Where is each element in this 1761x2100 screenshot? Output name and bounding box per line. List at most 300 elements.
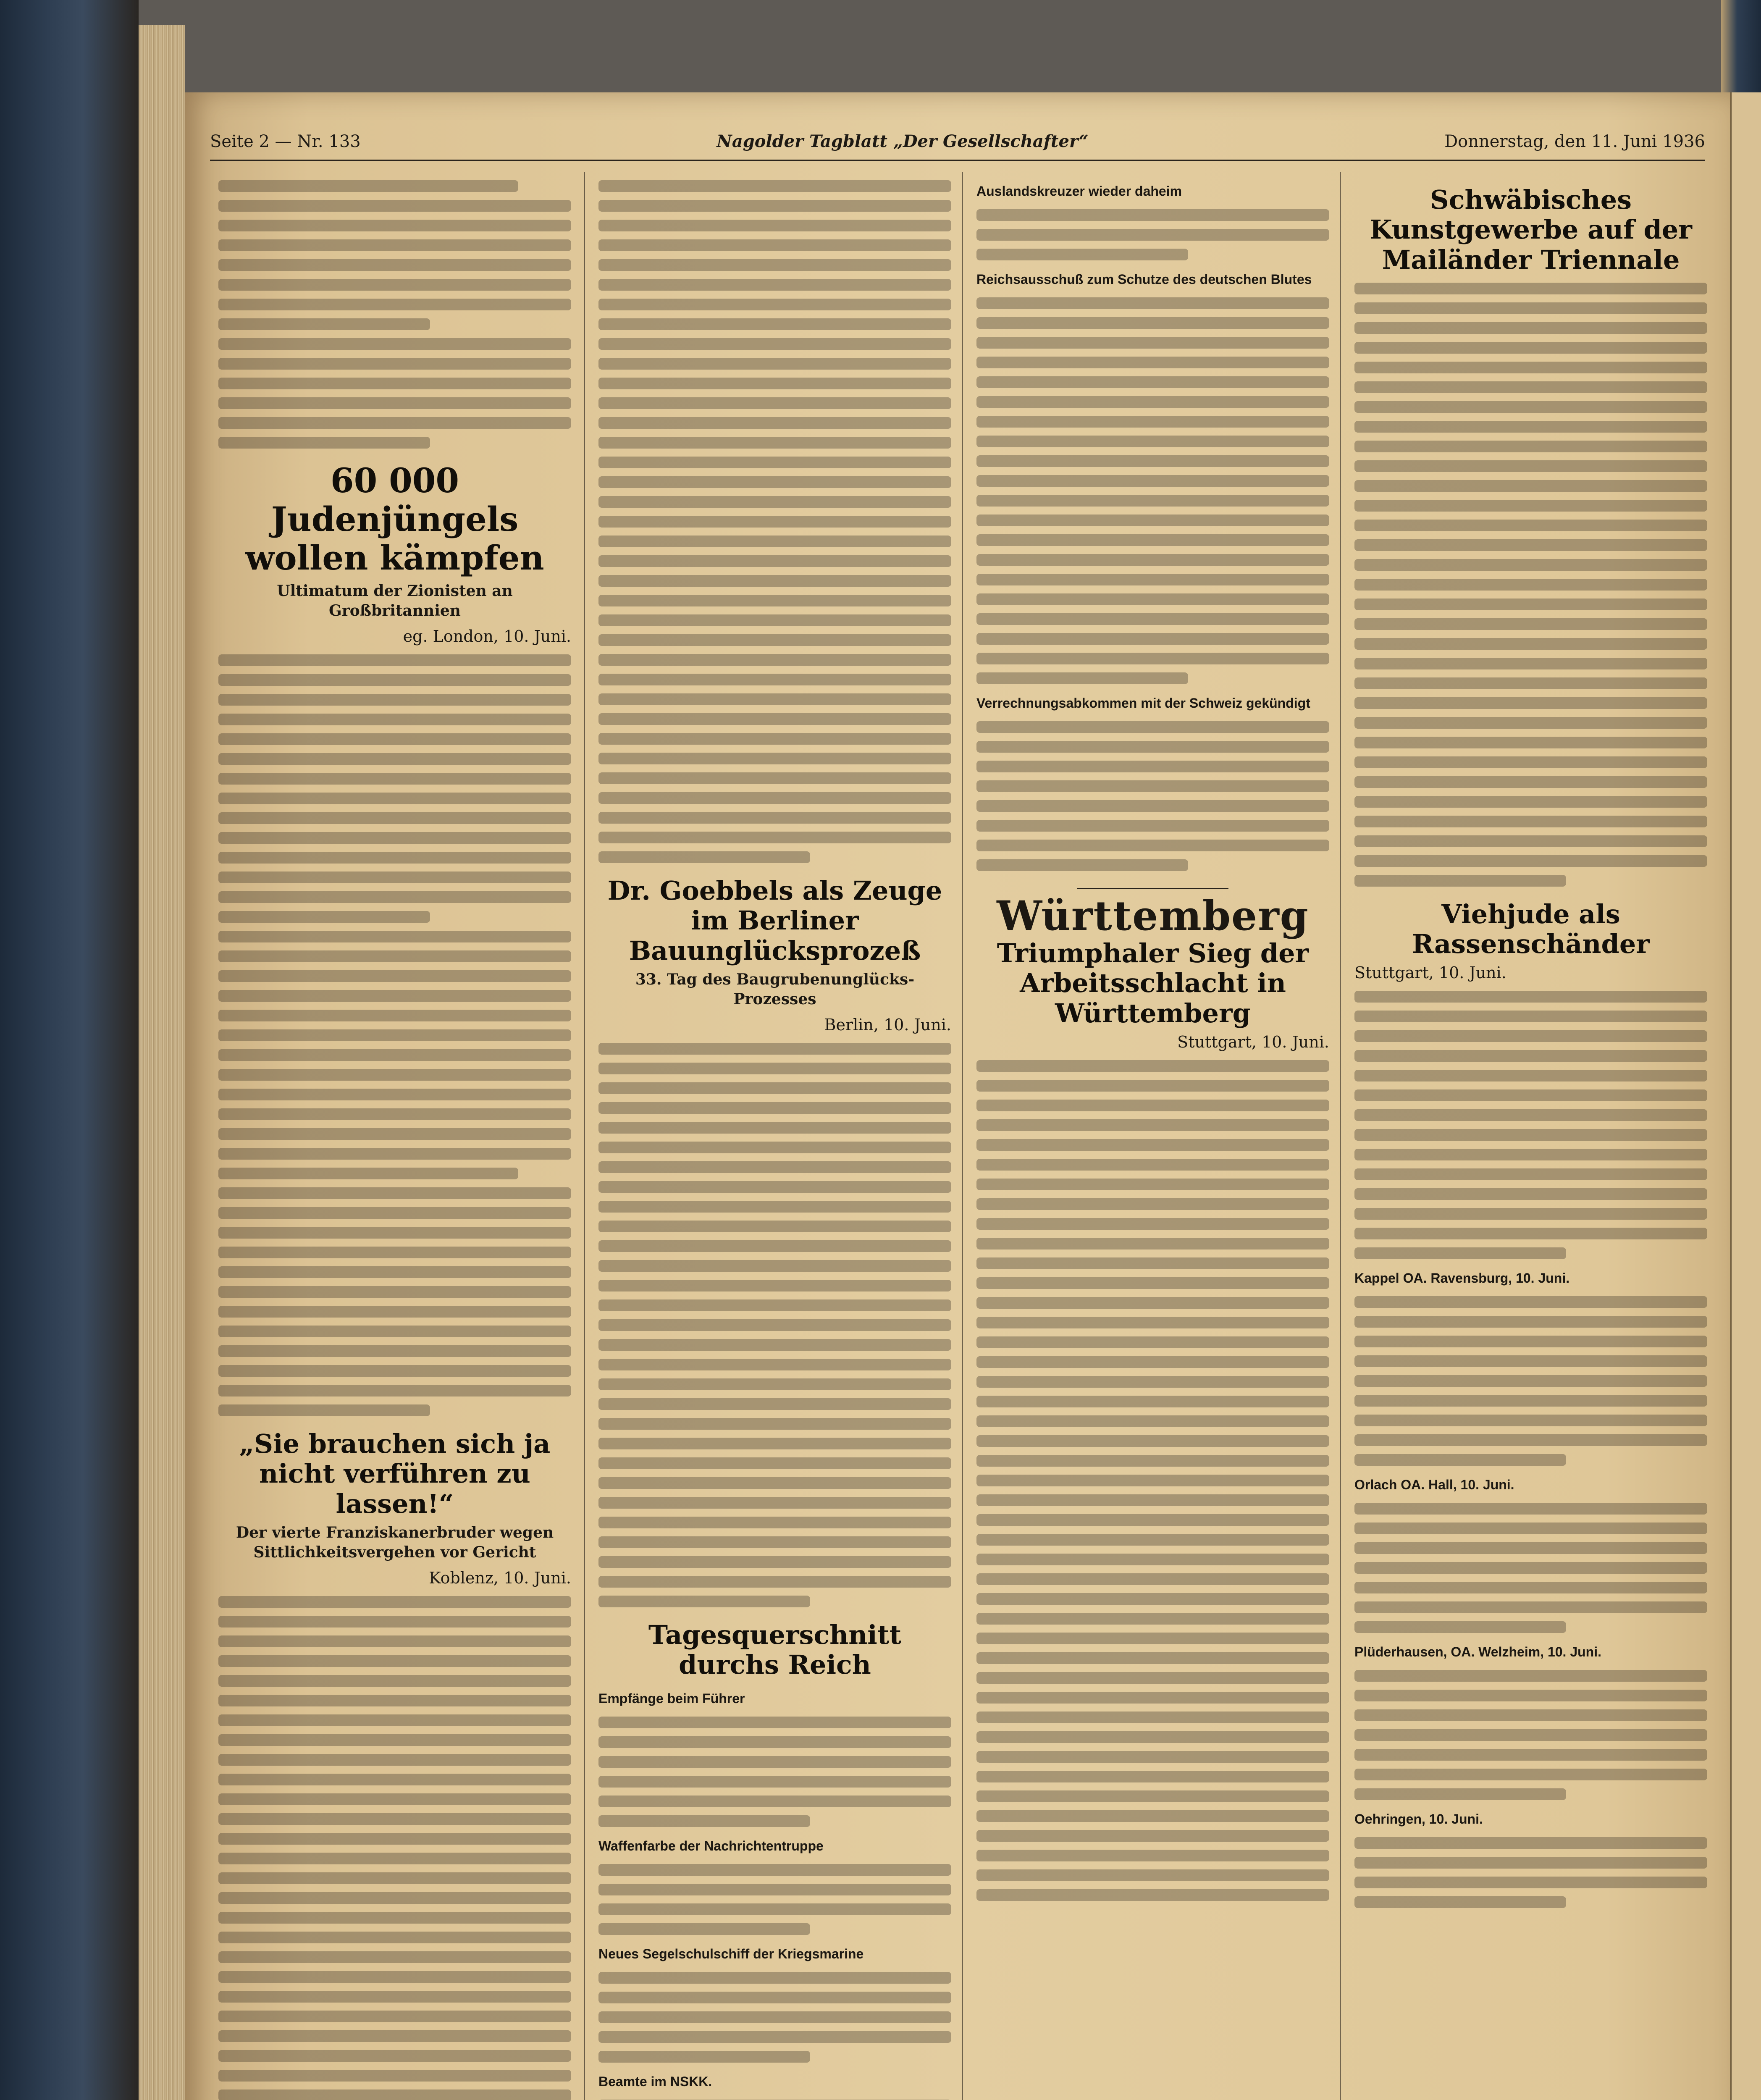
body-text-line (976, 1613, 1329, 1625)
body-text-line (598, 555, 951, 567)
article-headline: Triumphaler Sieg der Arbeitsschlacht in Württemberg (997, 938, 1309, 1029)
body-text-line (1354, 737, 1707, 748)
body-text-line (1354, 1109, 1707, 1121)
body-text-line (218, 1029, 571, 1041)
body-text-line (976, 209, 1329, 221)
body-text-line (218, 2070, 571, 2082)
body-text-line (218, 2030, 571, 2042)
body-text-line (598, 1556, 951, 1568)
body-text-line (1354, 1601, 1707, 1613)
body-text-line (976, 357, 1329, 368)
news-item-title: Empfänge beim Führer (598, 1691, 745, 1706)
body-text-line (976, 1119, 1329, 1131)
body-text-line (1354, 1296, 1707, 1308)
body-text-line (598, 595, 951, 606)
body-text-line (598, 693, 951, 705)
body-text-line (598, 1043, 951, 1055)
body-text-line (598, 1903, 951, 1915)
body-text-line (976, 514, 1329, 526)
body-text-line (976, 1179, 1329, 1190)
body-text-line (976, 840, 1329, 851)
body-text-line (1354, 1030, 1707, 1042)
body-text-line (976, 436, 1329, 447)
body-text-line (976, 1336, 1329, 1348)
masthead-title: Nagolder Tagblatt „Der Gesellschafter“ (716, 131, 1089, 151)
body-text-line (1354, 598, 1707, 610)
body-text-line (598, 1418, 951, 1430)
body-text-line (598, 1260, 951, 1272)
body-text-line (218, 832, 571, 844)
body-text-line (976, 337, 1329, 349)
body-text-line (218, 891, 571, 903)
body-text-line (598, 1972, 951, 1984)
body-text-line (1354, 717, 1707, 729)
body-text-line (598, 1319, 951, 1331)
local-news-place: Kappel OA. Ravensburg, 10. Juni. (1354, 1270, 1570, 1286)
body-text-line (976, 1573, 1329, 1585)
body-text-line (1354, 460, 1707, 472)
body-text-line (1354, 1837, 1707, 1849)
article-dateline: Stuttgart, 10. Juni. (1354, 963, 1506, 982)
body-text-line (976, 1159, 1329, 1171)
body-text-line (1354, 796, 1707, 808)
body-text-line (218, 200, 571, 212)
body-text-line (976, 297, 1329, 309)
body-text-line (218, 753, 571, 765)
body-text-line (218, 1991, 571, 2003)
body-text-line (1354, 1168, 1707, 1180)
column-4 (1354, 172, 1707, 1916)
body-text-line (1354, 1355, 1707, 1367)
body-text-line (218, 2011, 571, 2022)
body-text-line (218, 378, 571, 389)
body-text-line (1354, 1788, 1566, 1800)
body-text-line (218, 1089, 571, 1100)
body-text-line (598, 397, 951, 409)
body-text-line (1354, 302, 1707, 314)
body-text-line (976, 1514, 1329, 1526)
article-dateline: Stuttgart, 10. Juni. (1177, 1032, 1329, 1051)
region-section-title: Württemberg (997, 892, 1309, 940)
body-text-line (1354, 1228, 1707, 1239)
article-subheadline: Ultimatum der Zionisten an Großbritannien (277, 582, 513, 620)
body-text-line (218, 220, 571, 231)
body-text-line (218, 2050, 571, 2062)
column-divider (584, 172, 585, 2100)
body-text-line (1354, 816, 1707, 827)
body-text-line (976, 1810, 1329, 1822)
body-text-line (218, 1108, 571, 1120)
body-text-line (598, 457, 951, 468)
article-subheadline: Der vierte Franziskanerbruder wegen Sittlichkeitsvergehen vor Gericht (236, 1523, 554, 1561)
column-divider (962, 172, 963, 2100)
body-text-line (1354, 480, 1707, 492)
body-text-line (218, 1635, 571, 1647)
body-text-line (218, 1227, 571, 1239)
body-text-line (976, 1751, 1329, 1763)
section-banner: Tagesquerschnitt durchs Reich (648, 1619, 902, 1680)
body-text-line (598, 516, 951, 528)
body-text-line (218, 1853, 571, 1864)
body-text-line (1354, 1690, 1707, 1701)
body-text-line (598, 1717, 951, 1728)
body-text-line (218, 1655, 571, 1667)
book-binding-left (0, 0, 139, 2100)
body-text-line (976, 1672, 1329, 1684)
body-text-line (976, 1633, 1329, 1644)
body-text-line (598, 220, 951, 231)
issue-date: Donnerstag, den 11. Juni 1936 (1444, 132, 1705, 151)
body-text-line (976, 534, 1329, 546)
body-text-line (598, 1201, 951, 1213)
body-text-line (218, 1616, 571, 1628)
body-text-line (218, 990, 571, 1002)
body-text-line (1354, 520, 1707, 531)
body-text-line (218, 1168, 518, 1179)
body-text-line (598, 1776, 951, 1788)
body-text-line (598, 1497, 951, 1509)
body-text-line (976, 495, 1329, 507)
body-text-line (218, 1714, 571, 1726)
body-text-line (598, 1756, 951, 1768)
body-text-line (218, 1207, 571, 1219)
news-item-title: Neues Segelschulschiff der Kriegsmarine (598, 1946, 864, 1962)
article-subheadline: 33. Tag des Baugrubenunglücks-Prozesses (635, 970, 915, 1008)
body-text-line (598, 378, 951, 389)
body-text-line (598, 1992, 951, 2003)
body-text-line (1354, 835, 1707, 847)
running-header (210, 126, 1705, 151)
body-text-line (1354, 1542, 1707, 1554)
body-text-line (598, 437, 951, 449)
body-text-line (1354, 1503, 1707, 1515)
body-text-line (598, 180, 951, 192)
body-text-line (1354, 1089, 1707, 1101)
body-text-line (976, 455, 1329, 467)
body-text-line (1354, 539, 1707, 551)
body-text-line (976, 1080, 1329, 1092)
body-text-line (218, 733, 571, 745)
body-text-line (976, 1731, 1329, 1743)
body-text-line (976, 1771, 1329, 1782)
page-number: Seite 2 — Nr. 133 (210, 132, 361, 151)
body-text-line (976, 1869, 1329, 1881)
body-text-line (1354, 697, 1707, 709)
body-text-line (1354, 677, 1707, 689)
body-text-line (976, 249, 1188, 260)
body-text-line (976, 741, 1329, 753)
body-text-line (976, 1139, 1329, 1151)
body-text-line (218, 279, 571, 291)
body-text-line (1354, 1050, 1707, 1062)
body-text-line (976, 800, 1329, 812)
body-text-line (976, 1652, 1329, 1664)
body-text-line (976, 1889, 1329, 1901)
body-text-line (598, 1536, 951, 1548)
body-text-line (218, 1187, 571, 1199)
body-text-line (1354, 1316, 1707, 1328)
page-stack-edge (139, 25, 185, 2100)
body-text-line (976, 859, 1188, 871)
body-text-line (976, 1396, 1329, 1407)
body-text-line (598, 792, 951, 804)
local-news-place: Plüderhausen, OA. Welzheim, 10. Juni. (1354, 1644, 1601, 1660)
body-text-line (218, 180, 518, 192)
body-text-line (598, 1299, 951, 1311)
body-text-line (976, 1692, 1329, 1704)
body-text-line (976, 1830, 1329, 1842)
body-text-line (598, 1596, 810, 1607)
body-text-line (976, 1376, 1329, 1388)
body-text-line (598, 1378, 951, 1390)
body-text-line (598, 2051, 810, 2063)
body-text-line (218, 1675, 571, 1687)
body-text-line (1354, 1857, 1707, 1869)
body-text-line (598, 358, 951, 370)
body-text-line (598, 1815, 810, 1827)
body-text-line (1354, 1749, 1707, 1761)
body-text-line (218, 1892, 571, 1904)
body-text-line (598, 1142, 951, 1153)
body-text-line (976, 1317, 1329, 1328)
body-text-line (218, 654, 571, 666)
body-text-line (598, 1063, 951, 1074)
body-text-line (1354, 1896, 1566, 1908)
body-text-line (598, 1457, 951, 1469)
body-text-line (1354, 756, 1707, 768)
body-text-line (598, 1398, 951, 1410)
body-text-line (1354, 401, 1707, 413)
body-text-line (1354, 855, 1707, 867)
body-text-line (976, 672, 1188, 684)
body-text-line (976, 1593, 1329, 1605)
body-text-line (598, 1438, 951, 1449)
body-text-line (218, 931, 571, 942)
body-text-line (218, 1010, 571, 1021)
body-text-line (218, 299, 571, 310)
body-text-line (598, 239, 951, 251)
body-text-line (218, 852, 571, 864)
body-text-line (218, 1951, 571, 1963)
body-text-line (1354, 618, 1707, 630)
body-text-line (218, 397, 571, 409)
article-dateline: Berlin, 10. Juni. (824, 1015, 951, 1034)
body-text-line (218, 714, 571, 725)
body-text-line (976, 721, 1329, 733)
body-text-line (598, 634, 951, 646)
body-text-line (598, 1359, 951, 1370)
body-text-line (218, 1404, 430, 1416)
body-text-line (976, 613, 1329, 625)
body-text-line (976, 1198, 1329, 1210)
news-item-title: Auslandskreuzer wieder daheim (976, 184, 1182, 199)
body-text-line (976, 554, 1329, 566)
body-text-line (976, 1494, 1329, 1506)
body-text-line (598, 753, 951, 764)
body-text-line (598, 1161, 951, 1173)
article-headline: Schwäbisches Kunstgewerbe auf der Mailänder Triennale (1370, 184, 1692, 275)
body-text-line (976, 1455, 1329, 1467)
body-text-line (598, 713, 951, 725)
body-text-line (1354, 1188, 1707, 1200)
local-news-place: Orlach OA. Hall, 10. Juni. (1354, 1477, 1514, 1493)
article-headline: Viehjude als Rassenschänder (1412, 898, 1650, 960)
body-text-line (976, 1475, 1329, 1486)
body-text-line (1354, 579, 1707, 591)
body-text-line (1354, 1769, 1707, 1780)
body-text-line (218, 911, 430, 923)
body-text-line (218, 872, 571, 883)
body-text-line (976, 1790, 1329, 1802)
body-text-line (1354, 1582, 1707, 1593)
article-headline: 60 000 Judenjüngels wollen kämpfen (245, 461, 544, 578)
body-text-line (1354, 1562, 1707, 1574)
body-text-line (1354, 1729, 1707, 1741)
body-text-line (976, 317, 1329, 329)
body-text-line (218, 793, 571, 804)
body-text-line (218, 1345, 571, 1357)
body-text-line (598, 200, 951, 212)
body-text-line (976, 653, 1329, 664)
column-divider (1340, 172, 1341, 2100)
body-text-line (1354, 1522, 1707, 1534)
section-divider (1077, 888, 1228, 889)
body-text-line (1354, 1247, 1566, 1259)
body-text-line (976, 1534, 1329, 1546)
body-text-line (976, 1060, 1329, 1072)
body-text-line (1354, 875, 1566, 887)
body-text-line (976, 1435, 1329, 1447)
body-text-line (976, 1257, 1329, 1269)
body-text-line (218, 1128, 571, 1140)
body-text-line (218, 674, 571, 686)
body-text-line (976, 1554, 1329, 1565)
body-text-line (218, 694, 571, 706)
body-text-line (598, 1102, 951, 1114)
body-text-line (1354, 1434, 1707, 1446)
body-text-line (598, 338, 951, 350)
body-text-line (976, 229, 1329, 241)
body-text-line (598, 1240, 951, 1252)
body-text-line (1354, 381, 1707, 393)
body-text-line (598, 1181, 951, 1193)
body-text-line (218, 259, 571, 271)
body-text-line (218, 1971, 571, 1983)
body-text-line (218, 1734, 571, 1746)
article-dateline: Koblenz, 10. Juni. (429, 1568, 571, 1587)
news-item-title: Verrechnungsabkommen mit der Schweiz gekündigt (976, 696, 1310, 711)
body-text-line (598, 259, 951, 271)
body-text-line (218, 1596, 571, 1608)
body-text-line (1354, 1415, 1707, 1426)
body-text-line (218, 1365, 571, 1377)
body-text-line (976, 1297, 1329, 1309)
body-text-line (976, 633, 1329, 645)
body-text-line (598, 1477, 951, 1489)
column-2 (598, 172, 951, 2100)
article-headline: „Sie brauchen sich ja nicht verführen zu lassen!“ (239, 1428, 551, 1519)
body-text-line (1354, 1208, 1707, 1220)
body-text-line (1354, 1621, 1566, 1633)
body-text-line (976, 1850, 1329, 1861)
body-text-line (598, 812, 951, 824)
body-text-line (1354, 1129, 1707, 1141)
body-text-line (976, 1218, 1329, 1230)
body-text-line (1354, 991, 1707, 1003)
body-text-line (1354, 1670, 1707, 1682)
body-text-line (598, 674, 951, 685)
article-dateline: eg. London, 10. Juni. (403, 627, 571, 646)
body-text-line (1354, 638, 1707, 650)
body-text-line (598, 318, 951, 330)
body-text-line (218, 1833, 571, 1845)
body-text-line (218, 1148, 571, 1160)
body-text-line (1354, 322, 1707, 334)
body-text-line (598, 536, 951, 547)
column-3 (976, 172, 1329, 1909)
body-text-line (1354, 776, 1707, 788)
body-text-line (598, 1339, 951, 1351)
body-text-line (598, 1923, 810, 1935)
body-text-line (976, 1356, 1329, 1368)
body-text-line (598, 1576, 951, 1588)
body-text-line (218, 358, 571, 370)
body-text-line (218, 1069, 571, 1081)
body-text-line (1354, 1070, 1707, 1082)
body-text-line (218, 1774, 571, 1785)
body-text-line (976, 1238, 1329, 1250)
body-text-line (598, 279, 951, 291)
column-1 (218, 172, 571, 2100)
body-text-line (218, 1326, 571, 1337)
body-text-line (1354, 1375, 1707, 1387)
local-news-place: Oehringen, 10. Juni. (1354, 1811, 1483, 1827)
body-text-line (976, 1100, 1329, 1111)
body-text-line (218, 437, 430, 449)
body-text-line (1354, 658, 1707, 669)
body-text-line (218, 2090, 571, 2100)
body-text-line (1354, 1336, 1707, 1347)
body-text-line (1354, 441, 1707, 452)
body-text-line (218, 318, 430, 330)
body-text-line (976, 574, 1329, 585)
body-text-line (598, 851, 810, 863)
body-text-line (598, 1280, 951, 1292)
body-text-line (598, 614, 951, 626)
body-text-line (598, 417, 951, 429)
body-text-line (218, 1932, 571, 1943)
body-text-line (598, 654, 951, 666)
body-text-line (976, 396, 1329, 408)
news-item-title: Waffenfarbe der Nachrichtentruppe (598, 1838, 824, 1854)
body-text-line (218, 1754, 571, 1766)
header-rule (210, 160, 1705, 161)
body-text-line (218, 1306, 571, 1318)
body-text-line (976, 376, 1329, 388)
body-text-line (976, 761, 1329, 772)
body-text-line (1354, 342, 1707, 354)
body-text-line (976, 416, 1329, 428)
article-headline: Dr. Goebbels als Zeuge im Berliner Bauunglücksprozeß (607, 875, 942, 966)
body-text-line (218, 773, 571, 785)
body-text-line (598, 1884, 951, 1895)
body-text-line (218, 1385, 571, 1396)
next-page-edge (1730, 92, 1761, 2100)
body-text-line (218, 1793, 571, 1805)
body-text-line (218, 812, 571, 824)
body-text-line (976, 1415, 1329, 1427)
body-text-line (1354, 500, 1707, 512)
